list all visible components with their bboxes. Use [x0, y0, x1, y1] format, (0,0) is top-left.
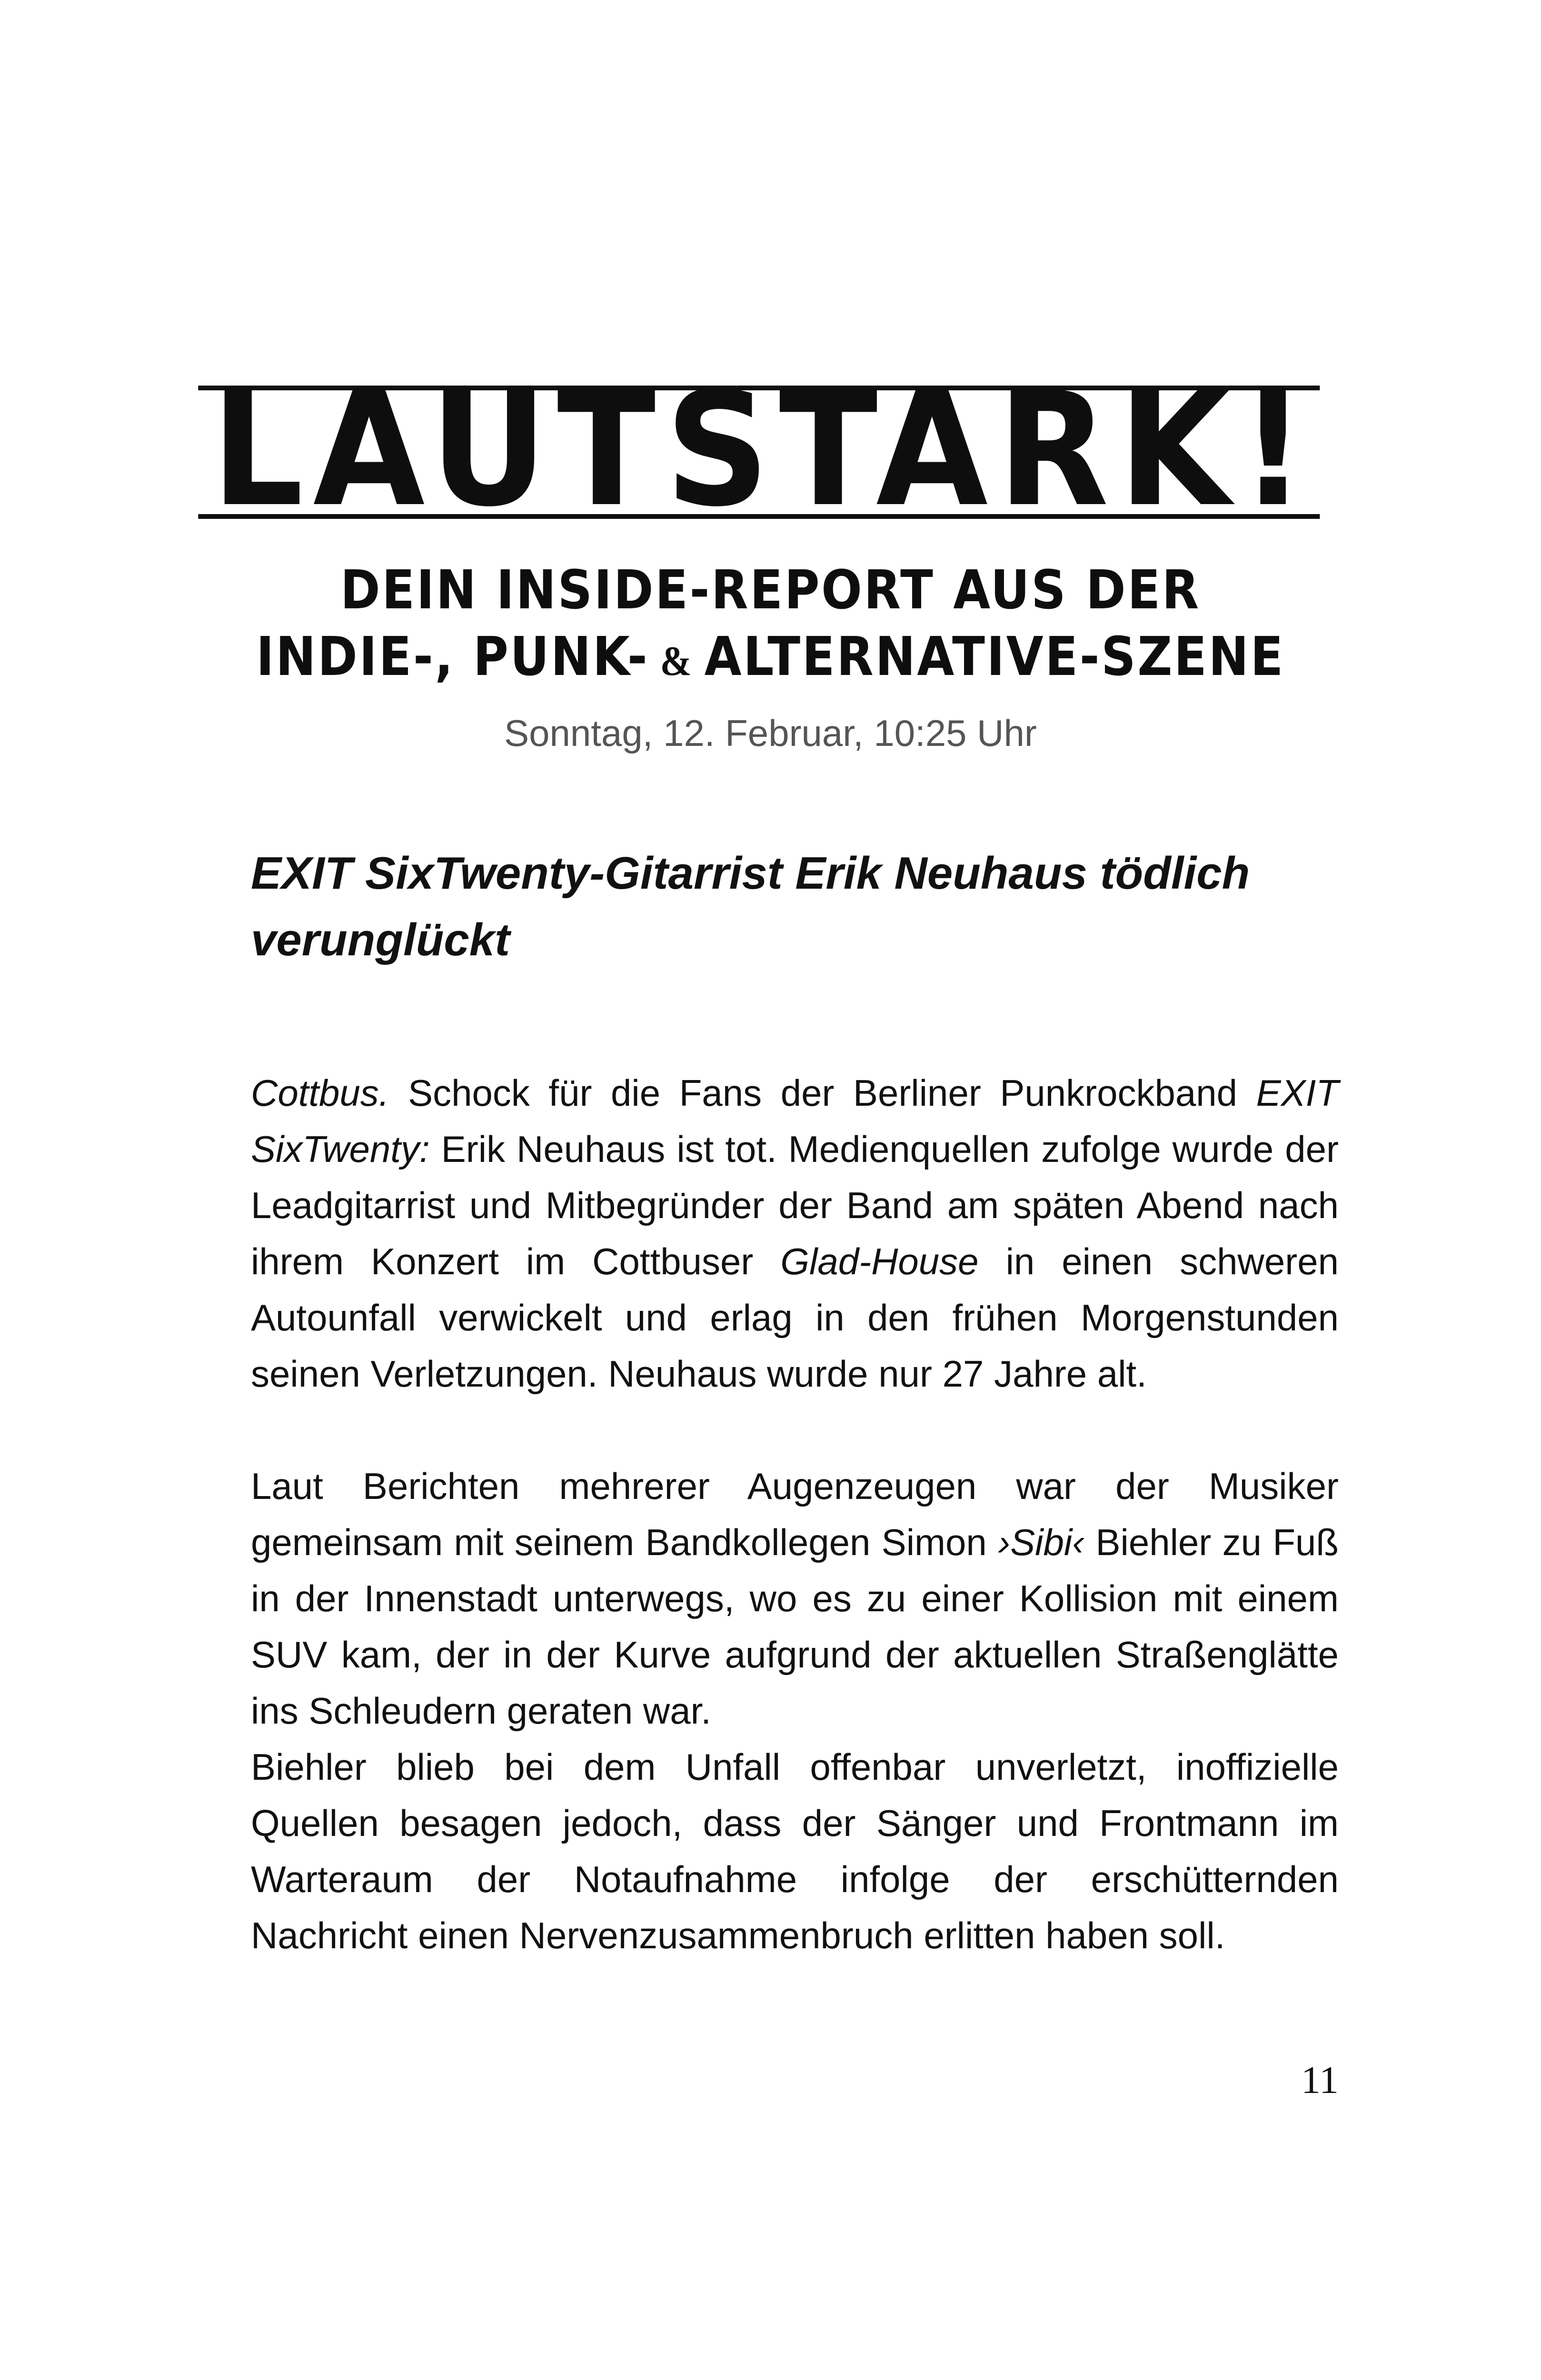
tagline-line-1: DEIN INSIDE-REPORT AUS DER: [340, 559, 1201, 621]
paragraph-1-text-b: Erik Neuhaus ist tot. Medienquellen zufolge wurde der Leadgitarrist und Mitbegründer der Band am späten Abend nach ihrem Konzert im Cottbuser: [251, 1128, 1339, 1282]
masthead-logo: [211, 358, 1316, 541]
paragraph-1-text-c: in einen schweren Autounfall verwickelt und erlag in den frühen Morgenstunden seinen Verletzungen. Neuhaus wurde nur 27 Jahre alt.: [251, 1240, 1339, 1395]
tagline-scene: ALTERNATIVE-SZENE: [704, 626, 1285, 688]
article-paragraph-1: [251, 1065, 1339, 1402]
venue-name: Glad-House: [780, 1240, 979, 1282]
article-paragraph-3: Biehler blieb bei dem Unfall offenbar unverletzt, inoffizielle Quellen besagen jedoch, dass der Sänger und Frontmann im Warteraum der Notaufnahme infolge der erschütternden Nachricht einen Nervenzusammenbruch erlitten haben soll.: [251, 1746, 1339, 1956]
article-paragraph-2: [251, 1458, 1339, 1739]
article: [251, 840, 1339, 1964]
tagline-line-2: [77, 624, 1464, 695]
paragraph-1-text-a: Schock für die Fans der Berliner Punkrockband: [389, 1072, 1256, 1114]
tagline-ampersand: &: [660, 638, 694, 684]
logo-text: LAUTSTARK!: [211, 358, 1316, 541]
dateline-place: Cottbus.: [251, 1072, 389, 1114]
band-name: EXIT SixTwenty:: [251, 1072, 1339, 1170]
paragraph-2-text-b: Biehler zu Fuß in der Innenstadt unterwegs, wo es zu einer Kollision mit einem SUV kam, der in der Kurve aufgrund der aktuellen Straßenglätte ins Schleudern geraten war.: [251, 1521, 1339, 1732]
tagline-genres: INDIE-, PUNK-: [256, 626, 649, 688]
masthead: [0, 358, 1541, 757]
page-number: 11: [1301, 2058, 1339, 2102]
publication-date: Sonntag, 12. Februar, 10:25 Uhr: [504, 712, 1037, 754]
paragraph-2-text-a: Laut Berichten mehrerer Augenzeugen war der Musiker gemeinsam mit seinem Bandkollegen Simon: [251, 1465, 1339, 1563]
nickname: ›Sibi‹: [998, 1521, 1085, 1563]
article-headline: EXIT SixTwenty-Gitarrist Erik Neuhaus tödlich verunglückt: [251, 848, 1250, 965]
